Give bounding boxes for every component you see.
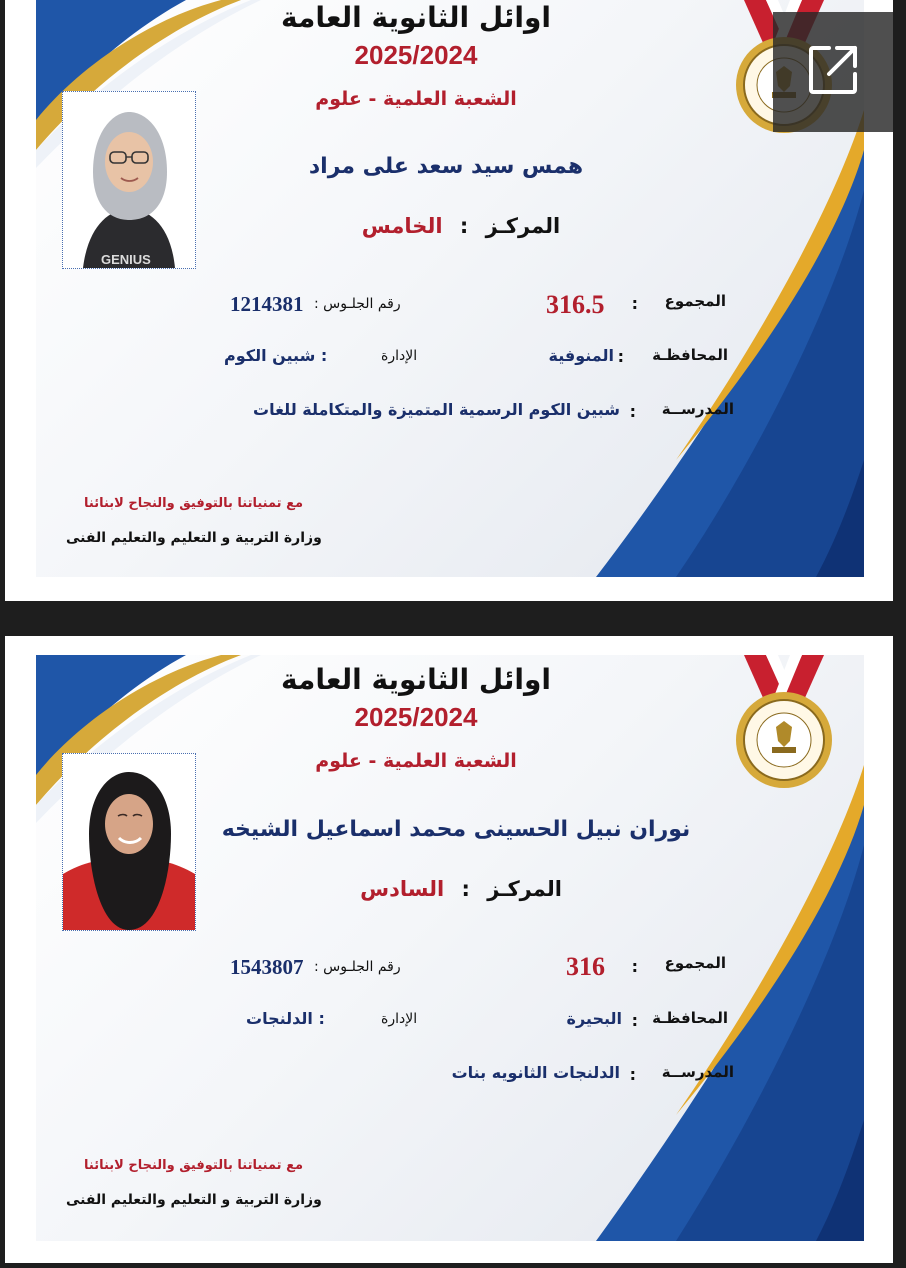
student-name: همس سيد سعد على مراد [308, 154, 584, 179]
rank-value: الخامس [361, 214, 443, 238]
school-label: المدرســة [661, 400, 734, 418]
rank-row [336, 214, 586, 238]
wishes-text: مع تمنياتنا بالتوفيق والنجاح لابنائنا [84, 496, 303, 511]
certificate-card-2 [36, 655, 864, 1241]
governorate-label: المحافظـة [652, 1009, 728, 1027]
total-label: المجموع [664, 292, 726, 310]
ministry-medal-logo [704, 655, 864, 795]
school-colon: : [629, 402, 636, 421]
seat-number-label: رقم الجلـوس : [314, 959, 401, 975]
seat-number-label: رقم الجلـوس : [314, 296, 401, 312]
school-value: شبين الكوم الرسمية المتميزة والمتكاملة للغات [253, 400, 620, 419]
administration-value: : شبين الكوم [224, 346, 328, 365]
rank-colon: : [459, 214, 469, 238]
rank-colon: : [461, 877, 470, 901]
open-external-button[interactable] [773, 12, 893, 132]
ministry-name: وزارة التربية و التعليم والتعليم الفنى [66, 1192, 322, 1208]
document-page-1 [5, 0, 893, 601]
ministry-name: وزارة التربية و التعليم والتعليم الفنى [66, 530, 322, 546]
total-value: 316.5 [546, 290, 605, 319]
rank-label: المركـز [485, 214, 561, 238]
certificate-title: اوائل الثانوية العامة [281, 1, 551, 34]
seat-number-value: 1543807 [230, 955, 304, 979]
document-page-2 [5, 636, 893, 1263]
student-name: نوران نبيل الحسينى محمد اسماعيل الشيخه [221, 817, 691, 842]
school-label: المدرســة [661, 1063, 734, 1081]
student-photo [62, 91, 196, 269]
branch-title: الشعبة العلمية - علوم [315, 750, 517, 772]
rank-value: السادس [360, 877, 445, 901]
school-value: الدلنجات الثانويه بنات [451, 1063, 620, 1082]
administration-label: الإدارة [381, 348, 418, 364]
rank-label: المركـز [487, 877, 562, 901]
governorate-colon: : [631, 1011, 638, 1030]
certificate-card-1 [36, 0, 864, 577]
svg-text:GENIUS: GENIUS [101, 252, 151, 267]
seat-number-value: 1214381 [230, 292, 304, 316]
certificate-title: اوائل الثانوية العامة [281, 663, 551, 696]
governorate-label: المحافظـة [652, 346, 728, 364]
governorate-value: البحيرة [566, 1009, 622, 1028]
rank-row [336, 877, 586, 901]
governorate-value: المنوفية [548, 346, 614, 365]
total-value: 316 [566, 952, 605, 981]
total-colon: : [631, 294, 638, 313]
academic-year: 2025/2024 [354, 702, 478, 732]
total-label: المجموع [664, 954, 726, 972]
branch-title: الشعبة العلمية - علوم [315, 88, 517, 110]
administration-label: الإدارة [381, 1011, 418, 1027]
governorate-colon: : [617, 347, 624, 366]
school-colon: : [629, 1065, 636, 1084]
academic-year: 2025/2024 [354, 40, 478, 70]
open-in-new-icon [805, 42, 861, 98]
student-photo [62, 753, 196, 931]
total-colon: : [631, 957, 638, 976]
administration-value: : الدلنجات [246, 1009, 325, 1028]
wishes-text: مع تمنياتنا بالتوفيق والنجاح لابنائنا [84, 1158, 303, 1173]
